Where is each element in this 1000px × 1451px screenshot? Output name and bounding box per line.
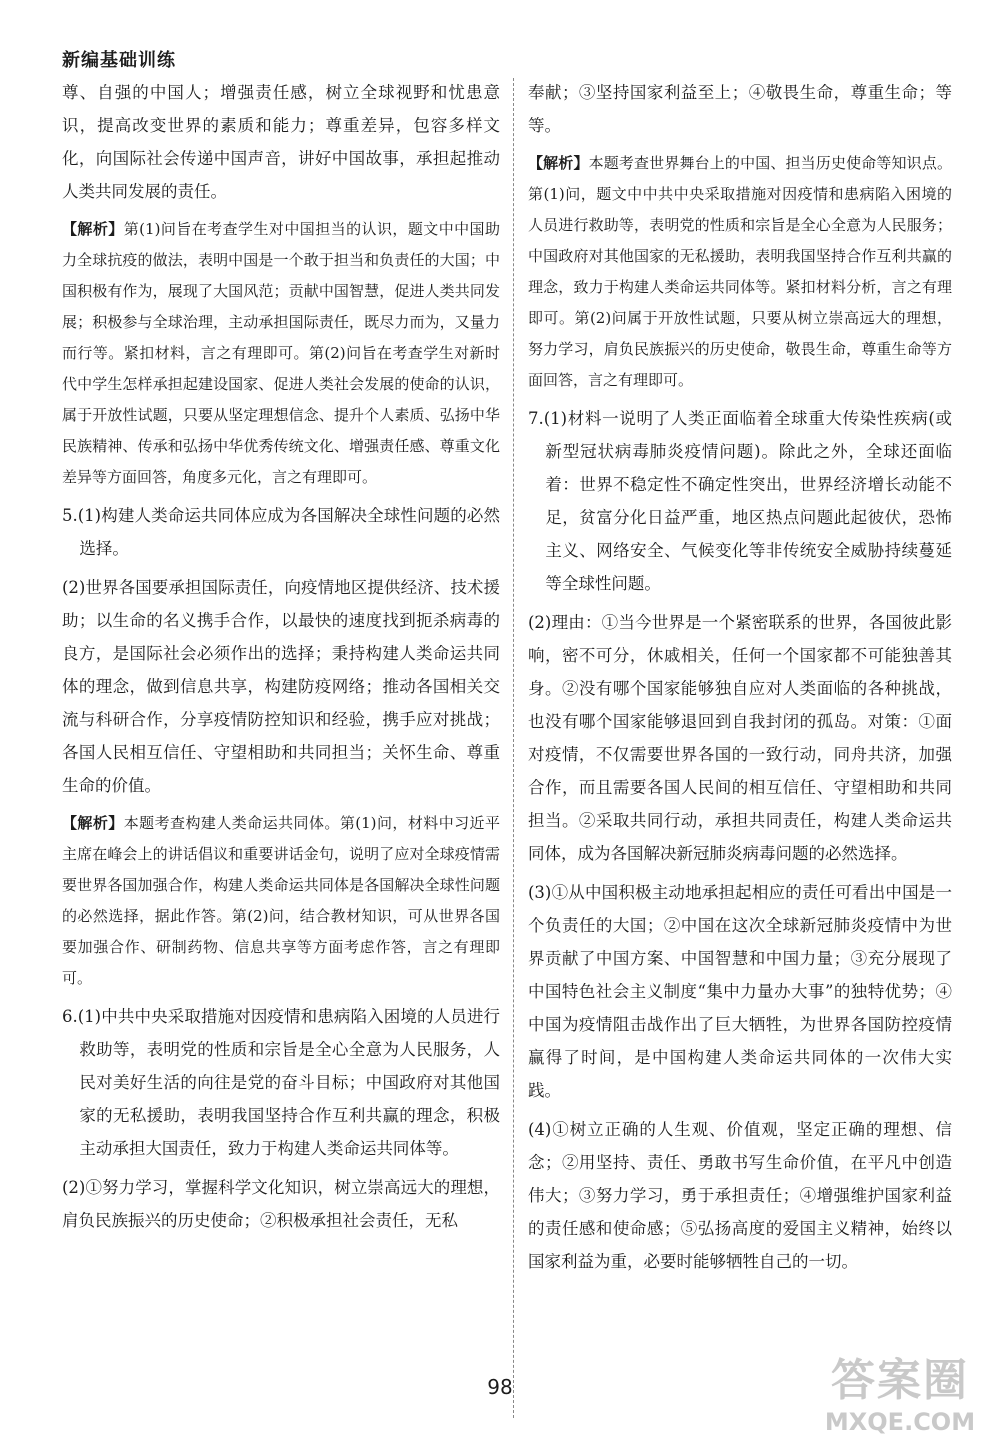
column-divider <box>513 78 514 1418</box>
answer-paragraph: 奉献；③坚持国家利益至上；④敬畏生命，尊重生命；等等。 <box>528 83 952 135</box>
question-answer: 7.(1)材料一说明了人类正面临着全球重大传染性疾病(或新型冠状病毒肺炎疫情问题)。除此之外，全球还面临着：世界不稳定性不确定性突出，世界经济增长动能不足，贫富分化日益严重，地区热点问题此起彼伏，恐怖主义、网络安全、气候变化等非传统安全威胁持续蔓延等全球性问题。 <box>528 409 952 593</box>
answer-paragraph: (2)①努力学习，掌握科学文化知识，树立崇高远大的理想，肩负民族振兴的历史使命；②积极承担社会责任，无私 <box>62 1178 500 1230</box>
left-column <box>62 76 500 1243</box>
answer-paragraph: (3)①从中国积极主动地承担起相应的责任可看出中国是一个负责任的大国；②中国在这次全球新冠肺炎疫情中为世界贡献了中国方案、中国智慧和中国力量；③充分展现了中国特色社会主义制度“集中力量办大事”的独特优势；④中国为疫情阻击战作出了巨大牺牲，为世界各国防控疫情赢得了时间，是中国构建人类命运共同体的一次伟大实践。 <box>528 883 952 1100</box>
right-column <box>528 76 952 1284</box>
analysis-label: 【解析】 <box>62 220 124 238</box>
watermark-text: 答案圈 <box>831 1355 969 1406</box>
watermark-url: MXQE.COM <box>824 1408 976 1436</box>
site-watermark-logo <box>810 1355 990 1447</box>
answer-paragraph: (2)理由：①当今世界是一个紧密联系的世界，各国彼此影响，密不可分，休戚相关，任何一个国家都不可能独善其身。②没有哪个国家能够独自应对人类面临的各种挑战，也没有哪个国家能够退回到自我封闭的孤岛。对策：①面对疫情，不仅需要世界各国的一致行动，同舟共济，加强合作，而且需要各国人民间的相互信任、守望相助和共同担当。②采取共同行动，承担共同责任，构建人类命运共同体，成为各国解决新冠肺炎病毒问题的必然选择。 <box>528 613 952 863</box>
analysis-text: 第(1)问旨在考查学生对中国担当的认识，题文中中国助力全球抗疫的做法，表明中国是一个敢于担当和负责任的大国；中国积极有作为，展现了大国风范；贡献中国智慧，促进人类共同发展；积极参与全球治理，主动承担国际责任，既尽力而为，又量力而行等。紧扣材料，言之有理即可。第(2)问旨在考查学生对新时代中学生怎样承担起建设国家、促进人类社会发展的使命的认识，属于开放性试题，只要从坚定理想信念、提升个人素质、弘扬中华民族精神、传承和弘扬中华优秀传统文化、增强责任感、尊重文化差异等方面回答，角度多元化，言之有理即可。 <box>62 220 500 486</box>
analysis-text: 本题考查世界舞台上的中国、担当历史使命等知识点。第(1)问，题文中中共中央采取措施对因疫情和患病陷入困境的人员进行救助等，表明党的性质和宗旨是全心全意为人民服务；中国政府对其他国家的无私援助，表明我国坚持合作互利共赢的理念，致力于构建人类命运共同体等。紧扣材料分析，言之有理即可。第(2)问属于开放性试题，只要从树立崇高远大的理想，努力学习，肩负民族振兴的历史使命，敬畏生命，尊重生命等方面回答，言之有理即可。 <box>528 154 952 389</box>
answer-paragraph: (4)①树立正确的人生观、价值观，坚定正确的理想、信念；②用坚持、责任、勇敢书写生命价值，在平凡中创造伟大；③努力学习，勇于承担责任；④增强维护国家利益的责任感和使命感；⑤弘扬高度的爱国主义精神，始终以国家利益为重，必要时能够牺牲自己的一切。 <box>528 1120 952 1271</box>
answer-paragraph: 尊、自强的中国人；增强责任感，树立全球视野和忧患意识，提高改变世界的素质和能力；尊重差异，包容多样文化，向国际社会传递中国声音，讲好中国故事，承担起推动人类共同发展的责任。 <box>62 83 500 201</box>
analysis-paragraph <box>62 214 500 493</box>
analysis-label: 【解析】 <box>62 814 124 832</box>
book-title: 新编基础训练 <box>62 50 176 71</box>
analysis-paragraph <box>62 808 500 994</box>
page-number: 98 <box>487 1375 513 1399</box>
question-answer: 5.(1)构建人类命运共同体应成为各国解决全球性问题的必然选择。 <box>62 506 500 558</box>
analysis-label: 【解析】 <box>528 154 589 172</box>
answer-paragraph: (2)世界各国要承担国际责任，向疫情地区提供经济、技术援助；以生命的名义携手合作，以最快的速度找到扼杀病毒的良方，是国际社会必须作出的选择；秉持构建人类命运共同体的理念，做到信息共享，构建防疫网络；推动各国相关交流与科研合作，分享疫情防控知识和经验，携手应对挑战；各国人民相互信任、守望相助和共同担当；关怀生命、尊重生命的价值。 <box>62 578 500 795</box>
question-answer: 6.(1)中共中央采取措施对因疫情和患病陷入困境的人员进行救助等，表明党的性质和宗旨是全心全意为人民服务，人民对美好生活的向往是党的奋斗目标；中国政府对其他国家的无私援助，表明我国坚持合作互利共赢的理念，积极主动承担大国责任，致力于构建人类命运共同体等。 <box>62 1007 500 1158</box>
analysis-text: 本题考查构建人类命运共同体。第(1)问，材料中习近平主席在峰会上的讲话倡议和重要讲话金句，说明了应对全球疫情需要世界各国加强合作，构建人类命运共同体是各国解决全球性问题的必然选择，据此作答。第(2)问，结合教材知识，可从世界各国要加强合作、研制药物、信息共享等方面考虑作答，言之有理即可。 <box>62 814 500 987</box>
analysis-paragraph <box>528 148 952 396</box>
